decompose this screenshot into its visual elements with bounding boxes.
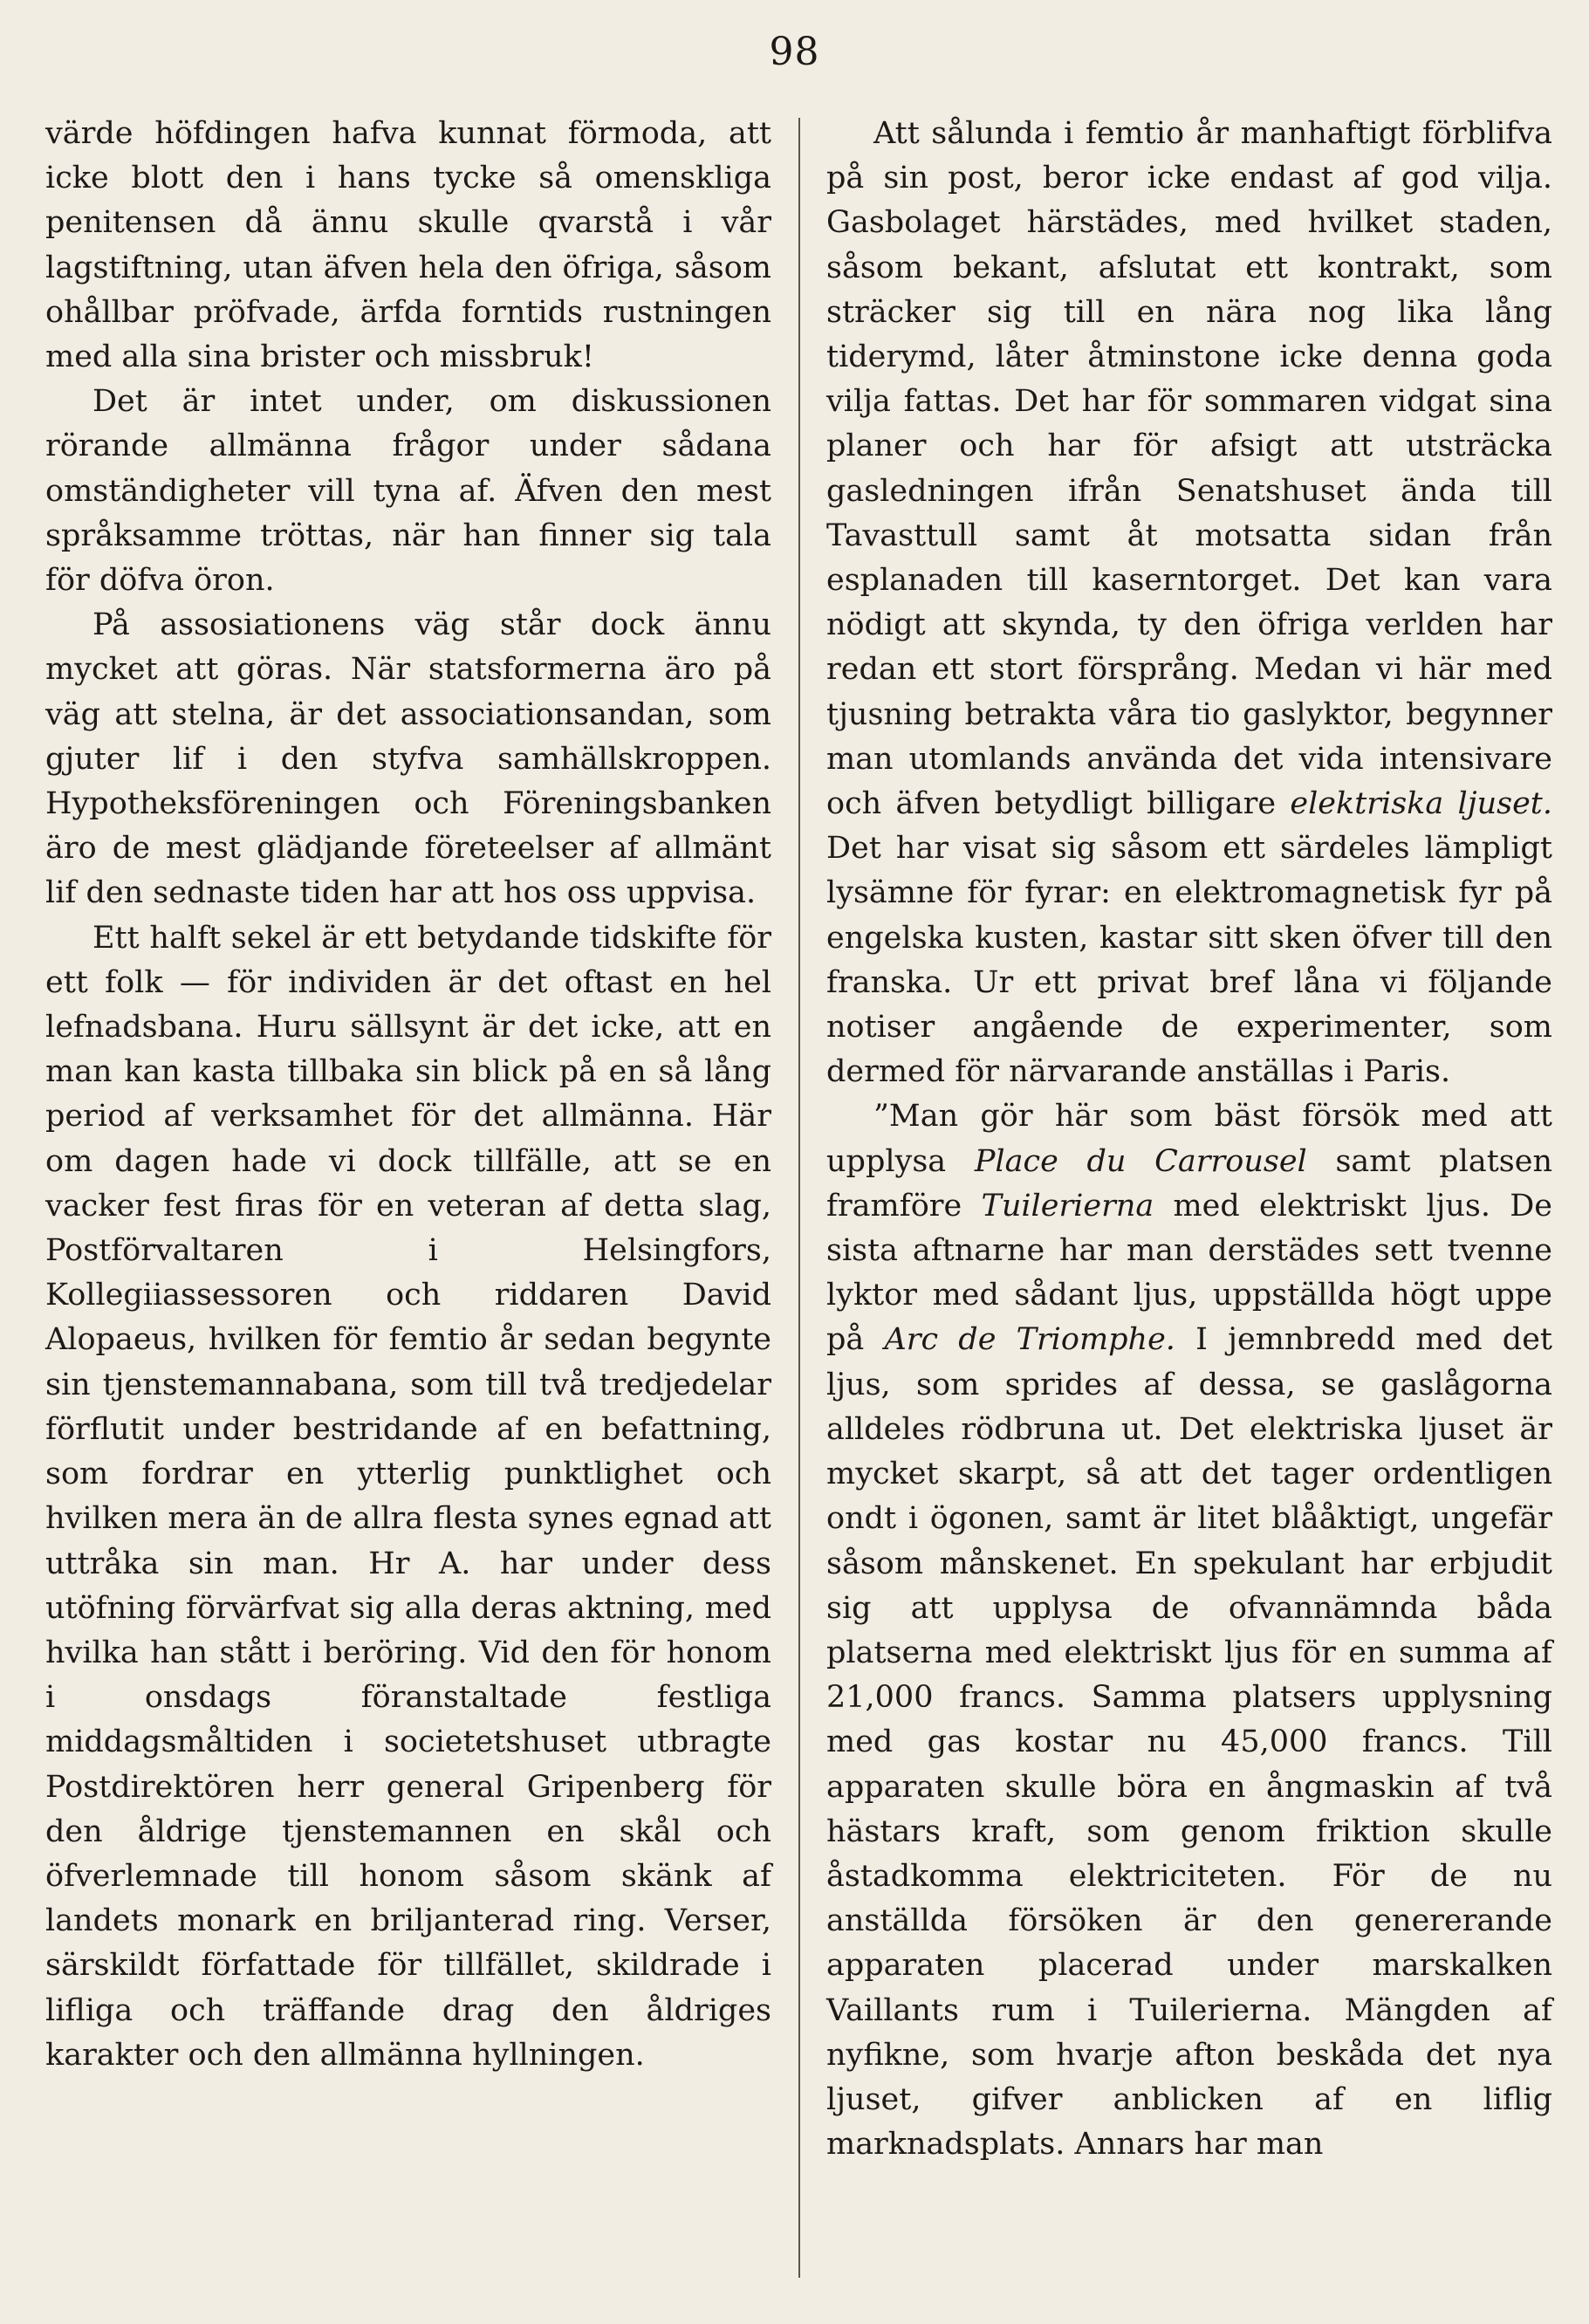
left-paragraph-4: Ett halft sekel är ett betydande tidskifte för ett folk — för individen är det oftast en hel lefnadsbana. Huru sällsynt är det icke, att en man kan kasta tillbaka sin blick på en så lång period af verksamhet för det allmänna. Här om dagen hade vi dock tillfälle, att se en vacker fest firas för en veteran af detta slag, Postförvaltaren i Helsingfors, Kollegiiassessoren och riddaren David Alopaeus, hvilken för femtio år sedan begynte sin tjenstemannabana, som till två tredjedelar förflutit under bestridande af en befattning, som fordrar en ytterlig punktlighet och hvilken mera än de allra flesta synes egnad att uttråka sin man. Hr A. har under dess utöfning förvärfvat sig alla deras aktning, med hvilka han stått i beröring. Vid den för honom i onsdags föranstaltade festliga middagsmåltiden i societetshuset utbragte Postdirektören herr general Gripenberg för den åldrige tjenstemannen en skål och öfverlemnade till honom såsom skänk af landets monark en briljanterad ring. Verser, särskildt författade för tillfället, skildrade i lifliga och träffande drag den åldriges karakter och den allmänna hyllningen. bbox=[45, 920, 771, 2073]
left-paragraph-3: På assosiationens väg står dock ännu mycket att göras. När statsformerna äro på väg att stelna, är det associationsandan, som gjuter lif i den styfva samhällskroppen. Hypotheksföreningen och Föreningsbanken äro de mest glädjande företeelser af allmänt lif den sednaste tiden har att hos oss uppvisa. bbox=[45, 607, 771, 911]
right-column bbox=[826, 112, 1552, 2167]
right-p2-b: samt platsen framföre bbox=[826, 1143, 1552, 1224]
right-p2-c: med elektriskt ljus. De sista aftnarne har man derstädes sett tvenne lyktor med sådant ljus, uppställda högt uppe på bbox=[826, 1188, 1552, 1358]
right-paragraph-2 bbox=[826, 1094, 1552, 2167]
page-number: 98 bbox=[769, 30, 820, 74]
left-paragraph-2: Det är intet under, om diskussionen rörande allmänna frågor under sådana omständigheter vill tyna af. Äfven den mest språksamme tröttas, när han finner sig tala för döfva öron. bbox=[45, 384, 771, 599]
right-p1-text: Att sålunda i femtio år manhaftigt förblifva på sin post, beror icke endast af god vilja. Gasbolaget härstädes, med hvilket staden, såsom bekant, afslutat ett kontrakt, som sträcker sig till en nära nog lika lång tiderymd, låter åtminstone icke denna goda vilja fattas. Det har för sommaren vidgat sina planer och har för afsigt att utsträcka gasledningen ifrån Senatshuset ända till Tavasttull samt åt motsatta sidan från esplanaden till kaserntorget. Det kan vara nödigt att skynda, ty den öfriga verlden har redan ett stort försprång. Medan vi här med tjusning betrakta våra tio gaslyktor, begynner man utomlands använda det vida intensivare och äfven betydligt billigare bbox=[826, 116, 1552, 822]
place-du-carrousel: Place du Carrousel bbox=[974, 1143, 1307, 1179]
right-p1-end: Det har visat sig såsom ett särdeles lämpligt lysämne för fyrar: en elektromagnetisk fyr på engelska kusten, kastar sitt sken öfver till den franska. Ur ett privat bref låna vi följande notiser angående de experimenter, som dermed för närvarande anställas i Paris. bbox=[826, 831, 1552, 1090]
right-p1-emphasis: elektriska ljuset. bbox=[1290, 786, 1552, 822]
right-paragraph-1 bbox=[826, 112, 1552, 1094]
right-p2-d: I jemnbredd med det ljus, som sprides af dessa, se gaslågorna alldeles rödbruna ut. Det elektriska ljuset är mycket skarpt, så att det tager ordentligen ondt i ögonen, samt är litet blååktigt, ungefär såsom månskenet. En spekulant har erbjudit sig att upplysa de ofvannämnda båda platserna med elektriskt ljus för en summa af 21,000 francs. Samma platsers upplysning med gas kostar nu 45,000 francs. Till apparaten skulle böra en ångmaskin af två hästars kraft, som genom friktion skulle åstadkomma elektriciteten. För de nu anställda försöken är den genererande apparaten placerad under marskalken Vaillants rum i Tuilerierna. Mängden af nyfikne, som hvarje afton beskåda det nya ljuset, gifver anblicken af en liflig marknadsplats. Annars har man bbox=[826, 1322, 1552, 2163]
left-column bbox=[45, 112, 771, 2078]
tuilerierna: Tuilerierna bbox=[981, 1188, 1154, 1224]
right-p2-a: ”Man gör här som bäst försök med att upplysa bbox=[826, 1099, 1552, 1179]
left-paragraph-1: värde höfdingen hafva kunnat förmoda, att icke blott den i hans tycke så omenskliga penitensen då ännu skulle qvarstå i vår lagstiftning, utan äfven hela den öfriga, såsom ohållbar pröfvade, ärfda forntids rustningen med alla sina brister och missbruk! bbox=[45, 116, 771, 375]
column-divider bbox=[798, 118, 800, 2278]
arc-de-triomphe: Arc de Triomphe. bbox=[884, 1322, 1175, 1358]
